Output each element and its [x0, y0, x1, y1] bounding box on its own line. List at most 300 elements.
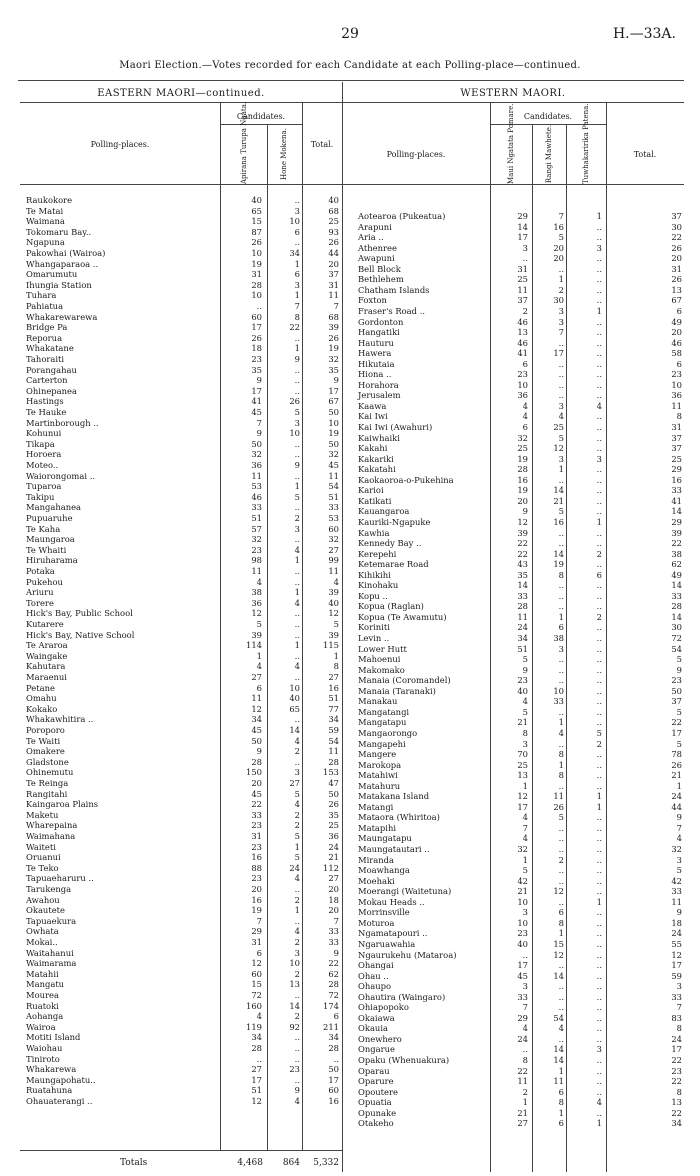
eastern-polling-place: Hick's Bay, Native School — [26, 629, 135, 640]
eastern-candidate-1-votes: 23 — [251, 354, 262, 364]
eastern-candidate-2-votes: 4 — [294, 926, 300, 937]
eastern-candidate-1-votes: 16 — [251, 894, 262, 905]
eastern-row — [26, 588, 342, 597]
western-candidate-2-votes: 7 — [558, 327, 564, 338]
western-candidate-3-votes: .. — [596, 717, 602, 728]
western-row — [358, 750, 684, 759]
western-polling-place: Ohautira (Waingaro) — [358, 991, 446, 1002]
western-total-votes: 24 — [671, 928, 682, 939]
eastern-row — [26, 662, 342, 671]
eastern-row — [26, 291, 342, 300]
western-total-votes: 28 — [671, 601, 682, 612]
eastern-candidate-2-votes: 1 — [294, 841, 300, 852]
eastern-row — [26, 779, 342, 788]
western-candidate-1-votes: 42 — [517, 875, 528, 886]
western-total-votes: 30 — [671, 221, 682, 232]
western-row — [358, 803, 684, 812]
western-candidate-3-votes: .. — [596, 865, 602, 876]
western-candidate-1-votes: 8 — [522, 727, 528, 738]
western-candidate-1-votes: 9 — [522, 664, 528, 675]
western-polling-place: Bell Block — [358, 263, 401, 274]
western-candidate-1-votes: 41 — [517, 348, 528, 359]
eastern-total-votes: 50 — [328, 788, 339, 799]
western-candidate-3-votes: .. — [596, 253, 602, 264]
western-total-votes: 31 — [671, 422, 682, 432]
eastern-polling-place: Aohanga — [26, 1011, 64, 1022]
western-candidate-3-votes: .. — [596, 928, 602, 939]
eastern-totals-rule — [20, 1150, 342, 1151]
western-candidate-2-votes: 5 — [558, 506, 564, 517]
eastern-candidate-2-votes: 3 — [294, 947, 300, 958]
western-candidate-2-votes: 14 — [553, 1055, 564, 1065]
western-total-votes: 72 — [671, 633, 682, 643]
western-candidate-3-votes: .. — [596, 559, 602, 570]
western-row — [358, 982, 684, 991]
western-total-votes: 17 — [671, 960, 682, 971]
eastern-candidate-2-votes: 27 — [289, 778, 300, 788]
western-candidate-2-votes: 2 — [558, 854, 564, 865]
eastern-candidate-2-votes: .. — [294, 672, 300, 682]
eastern-candidate-1-votes: 32 — [251, 449, 262, 460]
eastern-total-votes: 21 — [328, 852, 339, 863]
western-row — [358, 940, 684, 949]
western-candidate-2-votes: 12 — [553, 886, 564, 897]
western-candidate-1-votes: 14 — [517, 221, 528, 232]
western-row — [358, 1119, 684, 1128]
eastern-candidate-1-votes: 22 — [251, 799, 262, 810]
eastern-candidate-2-votes: .. — [294, 502, 300, 513]
western-candidate-3-votes: 1 — [596, 305, 602, 316]
western-candidate-1-votes: .. — [522, 253, 528, 264]
eastern-polling-place: Waingake — [26, 650, 68, 661]
western-polling-place: Bethlehem — [358, 274, 404, 285]
eastern-candidate-1-votes: 6 — [256, 682, 262, 693]
eastern-total-votes: 32 — [328, 534, 339, 545]
western-total-votes: 7 — [676, 822, 682, 833]
eastern-candidate-2-votes: .. — [294, 237, 300, 248]
eastern-polling-place: Te Matai — [26, 205, 64, 216]
eastern-candidate-2-votes: 2 — [294, 820, 300, 831]
western-candidate-3-votes: .. — [596, 938, 602, 949]
western-candidate-2-votes: .. — [558, 1033, 564, 1044]
western-total-votes: 26 — [671, 242, 682, 253]
western-candidate-3-votes: .. — [596, 221, 602, 232]
eastern-row — [26, 429, 342, 438]
title-rule — [18, 80, 684, 81]
western-candidate-3-votes: .. — [596, 580, 602, 591]
eastern-candidate-2-votes: 4 — [294, 597, 300, 608]
western-total-votes: 30 — [671, 622, 682, 633]
main-title: Maori Election.—Votes recorded for each Candidate at each Polling-place—continued. — [119, 60, 581, 71]
eastern-candidate-2-votes: 3 — [294, 767, 300, 778]
eastern-candidate-2-votes: 3 — [294, 523, 300, 534]
eastern-candidate-2-votes: 14 — [289, 1000, 300, 1011]
western-candidate-2-votes: .. — [558, 833, 564, 844]
eastern-row — [26, 207, 342, 216]
western-candidate-3-votes: .. — [596, 875, 602, 886]
eastern-total-votes: 12 — [328, 608, 339, 619]
western-candidate-1-votes: 34 — [517, 633, 528, 643]
western-row — [358, 360, 684, 369]
eastern-polling-place: Whakarewarewa — [26, 311, 98, 322]
eastern-row — [26, 864, 342, 873]
eastern-candidate-2-votes: 1 — [294, 905, 300, 916]
western-total-votes: 36 — [671, 390, 682, 401]
eastern-row — [26, 546, 342, 555]
eastern-candidate-2-votes: 9 — [294, 1085, 300, 1096]
eastern-candidate-1-votes: 53 — [251, 481, 262, 492]
eastern-candidate-1-votes: 51 — [251, 1085, 262, 1096]
eastern-candidate-1-votes: 23 — [251, 820, 262, 831]
western-total-header: Total. — [633, 150, 657, 159]
western-candidate-3-votes: .. — [596, 1107, 602, 1118]
eastern-row — [26, 514, 342, 523]
eastern-candidate-2-votes: 4 — [294, 799, 300, 810]
western-polling-place: Lower Hutt — [358, 643, 407, 654]
eastern-candidate-1-votes: .. — [256, 301, 262, 311]
western-candidate-3-votes: .. — [596, 284, 602, 295]
western-total-votes: 50 — [671, 685, 682, 696]
eastern-candidate-2-votes: 10 — [289, 682, 300, 693]
western-candidate-3-votes: 4 — [596, 1097, 602, 1108]
eastern-candidate-1-votes: 34 — [251, 1032, 262, 1043]
eastern-polling-place: Ruatahuna — [26, 1085, 73, 1096]
western-candidate-2-votes: 8 — [558, 917, 564, 928]
western-candidate-1-votes: .. — [522, 949, 528, 960]
western-candidate-1-votes: 29 — [517, 211, 528, 221]
western-polling-place: Mangaorongo — [358, 727, 418, 738]
eastern-candidate-1-votes: 9 — [256, 375, 262, 386]
western-candidate-2-votes: .. — [558, 358, 564, 369]
eastern-row — [26, 196, 342, 205]
western-total-votes: 5 — [676, 738, 682, 749]
eastern-candidate-1-votes: 114 — [246, 640, 262, 651]
eastern-total-votes: 26 — [328, 799, 339, 810]
eastern-candidate-2-votes: 4 — [294, 661, 300, 672]
eastern-polling-place: Ihungia Station — [26, 279, 92, 290]
western-candidate-3-votes: .. — [596, 474, 602, 485]
eastern-polling-place: Waimarama — [26, 958, 77, 969]
eastern-polling-place: Te Reinga — [26, 778, 69, 788]
western-polling-place: Hangatiki — [358, 327, 400, 338]
western-candidate-1-votes: 28 — [517, 601, 528, 612]
western-candidate-1-votes: 27 — [517, 1118, 528, 1129]
eastern-polling-place: Maungapohatu.. — [26, 1074, 96, 1085]
western-candidate-3-votes: .. — [596, 654, 602, 665]
western-row — [358, 1067, 684, 1076]
western-row — [358, 370, 684, 379]
eastern-polling-place: Whakatane — [26, 343, 74, 354]
eastern-candidate-1-votes: 17 — [251, 1074, 262, 1085]
eastern-total-candidate-2: 864 — [282, 1158, 300, 1168]
western-polling-place: Chatham Islands — [358, 284, 430, 295]
western-candidate-1-votes: 16 — [517, 474, 528, 485]
western-row — [358, 550, 684, 559]
western-candidate-3-votes: .. — [596, 358, 602, 369]
western-polling-place: Kauangaroa — [358, 506, 410, 517]
eastern-candidate-2-votes: 23 — [289, 1064, 300, 1075]
eastern-candidate-1-votes: 18 — [251, 343, 262, 354]
eastern-polling-place: Wairoa — [26, 1021, 56, 1032]
eastern-row — [26, 1086, 342, 1095]
eastern-total-votes: 67 — [328, 396, 339, 407]
eastern-candidate-2-votes: .. — [294, 385, 300, 396]
western-row — [358, 444, 684, 453]
eastern-polling-place: Torere — [26, 597, 54, 608]
western-total-votes: 10 — [671, 379, 682, 390]
eastern-candidate-2-votes: .. — [294, 364, 300, 375]
eastern-candidate-2-votes: 2 — [294, 809, 300, 820]
western-candidate-2-votes: 1 — [558, 1107, 564, 1118]
western-total-votes: 31 — [671, 263, 682, 274]
western-polling-place: Koriniti — [358, 622, 390, 633]
western-total-votes: 33 — [671, 590, 682, 601]
western-candidate-2-votes: .. — [558, 738, 564, 749]
western-row — [358, 571, 684, 580]
eastern-total-votes: 60 — [328, 1085, 339, 1096]
western-polling-place: Kerepehi — [358, 548, 397, 559]
eastern-candidate-1-votes: 7 — [256, 915, 262, 926]
western-total-votes: 32 — [671, 844, 682, 854]
western-total-votes: 78 — [671, 749, 682, 760]
eastern-row — [26, 567, 342, 576]
western-polling-place: Levin .. — [358, 633, 390, 643]
eastern-candidate-1-votes: 4 — [256, 576, 262, 587]
western-polling-place: Matahiwi — [358, 770, 398, 781]
eastern-candidate-1-votes: 36 — [251, 597, 262, 608]
western-candidate-1-votes: 33 — [517, 991, 528, 1002]
eastern-polling-place: Te Waiti — [26, 735, 61, 746]
western-candidate-1-votes: 46 — [517, 316, 528, 327]
eastern-candidate-1-votes: 27 — [251, 1064, 262, 1075]
eastern-candidate-2-votes: .. — [294, 884, 300, 894]
western-candidate-3-votes: .. — [596, 464, 602, 475]
western-candidate-3-votes: .. — [596, 1033, 602, 1044]
western-candidate-2-votes: 4 — [558, 1023, 564, 1034]
eastern-row — [26, 620, 342, 629]
western-polling-place: Hauturu — [358, 337, 394, 348]
eastern-candidate-2-votes: 1 — [294, 555, 300, 566]
eastern-polling-place: Kaingaroa Plains — [26, 799, 99, 810]
western-candidate-3-votes: 5 — [596, 727, 602, 738]
eastern-total-votes: 33 — [328, 502, 339, 513]
western-total-votes: 22 — [671, 232, 682, 243]
eastern-row — [26, 609, 342, 618]
eastern-total-votes: 53 — [328, 513, 339, 523]
western-row — [358, 697, 684, 706]
western-row — [358, 560, 684, 569]
western-total-votes: 13 — [671, 284, 682, 295]
western-row — [358, 381, 684, 390]
western-total-votes: 42 — [671, 875, 682, 886]
western-row — [358, 634, 684, 643]
western-row — [358, 1035, 684, 1044]
western-candidates-header: Candidates. — [523, 112, 573, 121]
western-total-votes: 26 — [671, 274, 682, 285]
page-number: 29 — [341, 26, 359, 42]
western-candidate-2-votes: .. — [558, 527, 564, 538]
western-row — [358, 592, 684, 601]
western-candidate-1-votes: 25 — [517, 274, 528, 285]
western-row — [358, 1056, 684, 1065]
western-polling-place: Ohaupo — [358, 981, 392, 992]
eastern-total-header: Total. — [310, 140, 334, 149]
western-candidate-3-votes: .. — [596, 949, 602, 960]
eastern-candidate-2-votes: 34 — [289, 248, 300, 258]
western-polling-place: Kaokaoroa-o-Pukehina — [358, 474, 454, 485]
eastern-candidate-2-votes: 10 — [289, 216, 300, 227]
western-row — [358, 518, 684, 527]
eastern-polling-place: Kokako — [26, 703, 58, 714]
eastern-candidate-1-votes: 50 — [251, 438, 262, 449]
western-candidate-3-votes: .. — [596, 538, 602, 549]
eastern-total-votes: 17 — [328, 385, 339, 396]
eastern-polling-place: Carterton — [26, 375, 68, 386]
eastern-row — [26, 843, 342, 852]
western-row — [358, 296, 684, 305]
eastern-candidate-1-votes: 1 — [256, 650, 262, 661]
western-total-votes: 24 — [671, 1033, 682, 1044]
western-polling-place: Opoutere — [358, 1086, 398, 1097]
western-candidate-1-votes: 8 — [522, 1055, 528, 1065]
western-row — [358, 1024, 684, 1033]
eastern-row — [26, 705, 342, 714]
western-candidate-2-votes: 6 — [558, 907, 564, 918]
western-row — [358, 1098, 684, 1107]
eastern-total-votes: 16 — [328, 1096, 339, 1106]
western-candidate-1-votes: 13 — [517, 770, 528, 781]
eastern-candidate-1-votes: 16 — [251, 852, 262, 863]
western-row — [358, 1003, 684, 1012]
western-total-votes: 17 — [671, 1044, 682, 1055]
western-candidate-3-votes: .. — [596, 886, 602, 897]
western-candidate-2-votes: 1 — [558, 464, 564, 475]
eastern-candidate-2-votes: 4 — [294, 873, 300, 884]
eastern-row — [26, 270, 342, 279]
eastern-total-votes: 50 — [328, 407, 339, 417]
western-row — [358, 908, 684, 917]
eastern-candidate-2-votes: .. — [294, 1043, 300, 1053]
eastern-row — [26, 790, 342, 799]
eastern-polling-place: Gladstone — [26, 756, 69, 767]
western-candidate-1-votes: 17 — [517, 801, 528, 812]
eastern-total-votes: 19 — [328, 343, 339, 354]
eastern-candidate-1-votes: 40 — [251, 195, 262, 205]
western-row — [358, 402, 684, 411]
western-total-votes: 37 — [671, 696, 682, 707]
western-total-votes: 23 — [671, 675, 682, 686]
eastern-total-votes: 6 — [333, 1011, 339, 1022]
eastern-total-votes: 35 — [328, 364, 339, 375]
western-row — [358, 423, 684, 432]
western-candidate-2-header: Rangi Mawhete. — [545, 124, 553, 184]
western-candidate-2-votes: 8 — [558, 1097, 564, 1108]
western-candidate-3-votes: .. — [596, 822, 602, 833]
western-candidate-3-votes: .. — [596, 696, 602, 707]
eastern-total-votes: 26 — [328, 237, 339, 248]
western-total-votes: 12 — [671, 949, 682, 960]
western-candidate-2-votes: 20 — [553, 242, 564, 253]
eastern-candidate-2-votes: 5 — [294, 831, 300, 841]
eastern-row — [26, 228, 342, 237]
western-candidate-1-votes: 40 — [517, 685, 528, 696]
western-polling-place: Foxton — [358, 295, 387, 306]
eastern-candidate-1-votes: 4 — [256, 1011, 262, 1022]
eastern-polling-place: Maraenui — [26, 672, 67, 682]
western-total-votes: 59 — [671, 970, 682, 981]
western-total-votes: 8 — [676, 1086, 682, 1097]
eastern-total-votes: 11 — [328, 290, 339, 301]
western-row — [358, 391, 684, 400]
eastern-candidate-2-votes: 3 — [294, 279, 300, 290]
western-total-votes: 22 — [671, 538, 682, 549]
western-total-votes: 41 — [671, 495, 682, 506]
western-total-votes: 3 — [676, 854, 682, 865]
eastern-candidate-1-votes: 98 — [251, 555, 262, 566]
eastern-candidate-1-votes: 15 — [251, 216, 262, 227]
western-polling-place: Ngaruawahia — [358, 938, 416, 949]
western-candidate-1-votes: 12 — [517, 791, 528, 802]
western-candidate-2-votes: 4 — [558, 727, 564, 738]
eastern-total-votes: 28 — [328, 756, 339, 767]
eastern-candidate-1-votes: 12 — [251, 608, 262, 619]
western-candidate-1-votes: 37 — [517, 295, 528, 306]
eastern-row — [26, 366, 342, 375]
western-candidate-3-votes: .. — [596, 844, 602, 854]
western-polling-place: Kennedy Bay .. — [358, 538, 422, 549]
eastern-candidate-1-votes: 6 — [256, 947, 262, 958]
eastern-candidate-1-votes: 17 — [251, 385, 262, 396]
western-candidate-1-votes: 4 — [522, 812, 528, 823]
eastern-candidate-1-votes: 10 — [251, 290, 262, 301]
western-table-top-rule — [342, 184, 684, 185]
eastern-candidate-2-votes: 5 — [294, 407, 300, 417]
western-candidate-2-votes: .. — [558, 390, 564, 401]
western-candidate-3-header: Tuwhakaririka Patena. — [582, 103, 590, 184]
western-row — [358, 898, 684, 907]
western-polling-place: Mangere — [358, 749, 397, 760]
western-candidate-2-votes: 21 — [553, 495, 564, 506]
western-polling-place: Athenree — [358, 242, 397, 253]
western-candidate-1-votes: 10 — [517, 896, 528, 907]
western-candidate-3-votes: .. — [596, 749, 602, 760]
western-candidate-3-votes: .. — [596, 1076, 602, 1087]
western-row — [358, 1045, 684, 1054]
western-candidate-1-votes: 36 — [517, 390, 528, 401]
western-candidate-3-votes: 1 — [596, 1118, 602, 1129]
western-candidate-1-votes: 19 — [517, 485, 528, 496]
eastern-candidates-rule — [220, 124, 302, 125]
eastern-row — [26, 302, 342, 311]
western-candidate-1-votes: 6 — [522, 422, 528, 432]
eastern-candidate-2-votes: .. — [294, 650, 300, 661]
western-candidate-3-votes: .. — [596, 981, 602, 992]
western-polling-place: Matangi — [358, 801, 394, 812]
western-candidate-2-votes: .. — [558, 675, 564, 686]
western-candidate-1-votes: 11 — [517, 1076, 528, 1087]
western-candidate-1-votes: 23 — [517, 928, 528, 939]
eastern-row — [26, 313, 342, 322]
eastern-total-votes: 9 — [333, 375, 339, 386]
eastern-candidate-1-votes: 9 — [256, 428, 262, 439]
eastern-candidate-1-votes: 7 — [256, 417, 262, 428]
eastern-total-votes: 9 — [333, 947, 339, 958]
eastern-candidate-1-votes: 26 — [251, 237, 262, 248]
western-candidate-3-votes: 6 — [596, 569, 602, 580]
eastern-polling-place: Mangahanea — [26, 502, 82, 513]
eastern-candidate-2-votes: 14 — [289, 725, 300, 735]
western-total-votes: 46 — [671, 337, 682, 348]
